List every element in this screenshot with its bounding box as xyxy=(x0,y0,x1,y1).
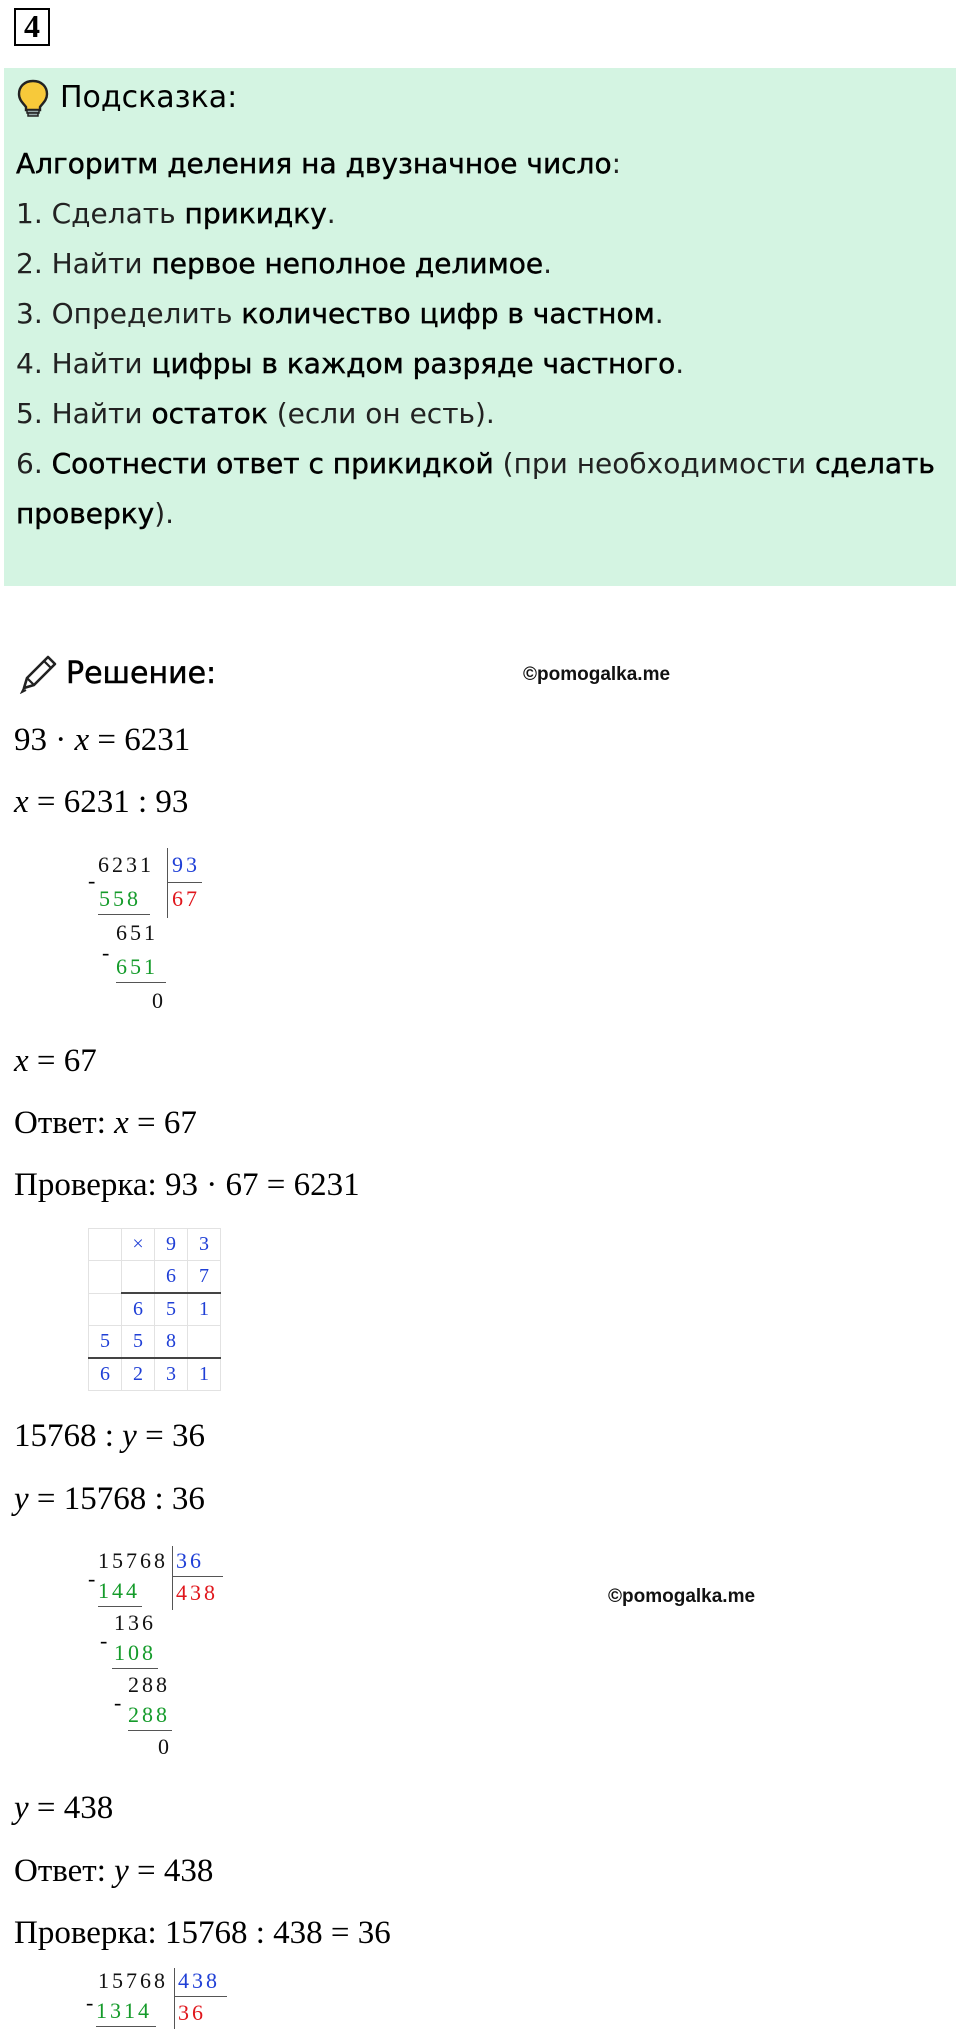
minus-sign: - xyxy=(114,1690,125,1715)
dividend: 15768 xyxy=(98,1968,168,1993)
mult-cell xyxy=(89,1293,122,1326)
hint-line xyxy=(16,297,664,330)
mult-cell xyxy=(89,1261,122,1294)
hint-text: . xyxy=(675,347,685,380)
minus-sign: - xyxy=(102,940,113,965)
remainder: 651 xyxy=(116,920,158,945)
mult-cell: 1 xyxy=(188,1293,221,1326)
hint-text: (при необходимости xyxy=(493,447,815,480)
subtrahend: 144 xyxy=(98,1578,140,1603)
minus-sign: - xyxy=(88,1566,99,1591)
check-2: Проверка: 15768 : 438 = 36 xyxy=(14,1915,391,1951)
hint-bold-text: сделать xyxy=(815,447,935,480)
hint-text: . xyxy=(543,247,553,280)
hint-text: : xyxy=(611,147,622,180)
subtrahend: 108 xyxy=(114,1640,156,1665)
equation-2: x = 6231 : 93 xyxy=(14,784,189,820)
hint-text: 2. Найти xyxy=(16,247,152,280)
remainder-final: 0 xyxy=(152,988,166,1013)
watermark: ©pomogalka.me xyxy=(608,1586,756,1607)
hint-line xyxy=(16,497,174,530)
mult-cell: 8 xyxy=(155,1326,188,1359)
hint-bold-text: Алгоритм деления на двузначное число xyxy=(16,147,612,180)
mult-cell xyxy=(122,1261,155,1294)
times-sign: × xyxy=(122,1229,155,1261)
mult-cell xyxy=(89,1229,122,1261)
task-number: 4 xyxy=(14,8,50,46)
mult-cell xyxy=(188,1326,221,1359)
result-1: x = 67 xyxy=(14,1043,97,1079)
result-2: y = 438 xyxy=(14,1790,114,1826)
mult-cell: 3 xyxy=(155,1358,188,1391)
remainder-final: 0 xyxy=(158,1734,172,1759)
column-multiplication xyxy=(88,1228,221,1391)
hint-title: Подсказка: xyxy=(60,80,238,115)
hint-line xyxy=(16,247,552,280)
hint-text: 6. xyxy=(16,447,52,480)
dividend: 15768 xyxy=(98,1548,168,1573)
mult-cell: 5 xyxy=(89,1326,122,1359)
hint-line xyxy=(16,197,336,230)
mult-cell: 2 xyxy=(122,1358,155,1391)
mult-cell: 5 xyxy=(122,1326,155,1359)
hint-line xyxy=(16,397,495,430)
watermark: ©pomogalka.me xyxy=(523,664,671,685)
quotient: 67 xyxy=(172,886,200,911)
mult-cell: 7 xyxy=(188,1261,221,1294)
subtrahend: 558 xyxy=(99,886,141,911)
minus-sign: - xyxy=(100,1628,111,1653)
mult-cell: 6 xyxy=(89,1358,122,1391)
hint-text: 1. Сделать xyxy=(16,197,185,230)
mult-cell: 1 xyxy=(188,1358,221,1391)
mult-cell: 3 xyxy=(188,1229,221,1261)
hint-bold-text: проверку xyxy=(16,497,155,530)
hint-line xyxy=(16,347,684,380)
answer-2: Ответ: y = 438 xyxy=(14,1853,214,1889)
remainder: 136 xyxy=(114,1610,156,1635)
remainder: 288 xyxy=(128,1672,170,1697)
hint-text: . xyxy=(654,297,664,330)
hint-bold-text: Соотнести ответ с прикидкой xyxy=(51,447,494,480)
quotient: 438 xyxy=(176,1580,218,1605)
answer-1: Ответ: x = 67 xyxy=(14,1105,197,1141)
hint-text: 4. Найти xyxy=(16,347,152,380)
divisor: 36 xyxy=(176,1548,204,1573)
mult-cell: 6 xyxy=(155,1261,188,1294)
subtrahend: 1314 xyxy=(96,1998,152,2023)
mult-cell: 9 xyxy=(155,1229,188,1261)
pencil-icon xyxy=(18,652,60,694)
hint-text: 3. Определить xyxy=(16,297,242,330)
hint-text: ). xyxy=(154,497,175,530)
equation-1: 93 · x = 6231 xyxy=(14,722,191,758)
quotient: 36 xyxy=(178,2000,206,2025)
equation-3: 15768 : y = 36 xyxy=(14,1418,205,1454)
lightbulb-icon xyxy=(16,78,50,118)
subtrahend: 651 xyxy=(116,954,158,979)
mult-cell: 5 xyxy=(155,1293,188,1326)
divisor: 438 xyxy=(178,1968,220,1993)
hint-bold-text: цифры в каждом разряде частного xyxy=(151,347,676,380)
hint-bold-text: прикидку xyxy=(184,197,327,230)
hint-line xyxy=(16,447,935,480)
hint-text: . xyxy=(326,197,336,230)
solution-title: Решение: xyxy=(66,656,217,691)
hint-bold-text: остаток xyxy=(151,397,268,430)
subtrahend: 288 xyxy=(128,1702,170,1727)
mult-cell: 6 xyxy=(122,1293,155,1326)
hint-bold-text: первое неполное делимое xyxy=(151,247,544,280)
hint-text: (если он есть). xyxy=(267,397,495,430)
divisor: 93 xyxy=(172,852,200,877)
hint-bold-text: количество цифр в частном xyxy=(241,297,655,330)
equation-4: y = 15768 : 36 xyxy=(14,1481,205,1517)
hint-text: 5. Найти xyxy=(16,397,152,430)
minus-sign: - xyxy=(88,868,99,893)
minus-sign: - xyxy=(86,1990,97,2015)
dividend: 6231 xyxy=(98,852,154,877)
hint-line xyxy=(16,147,621,180)
check-1: Проверка: 93 · 67 = 6231 xyxy=(14,1167,360,1203)
